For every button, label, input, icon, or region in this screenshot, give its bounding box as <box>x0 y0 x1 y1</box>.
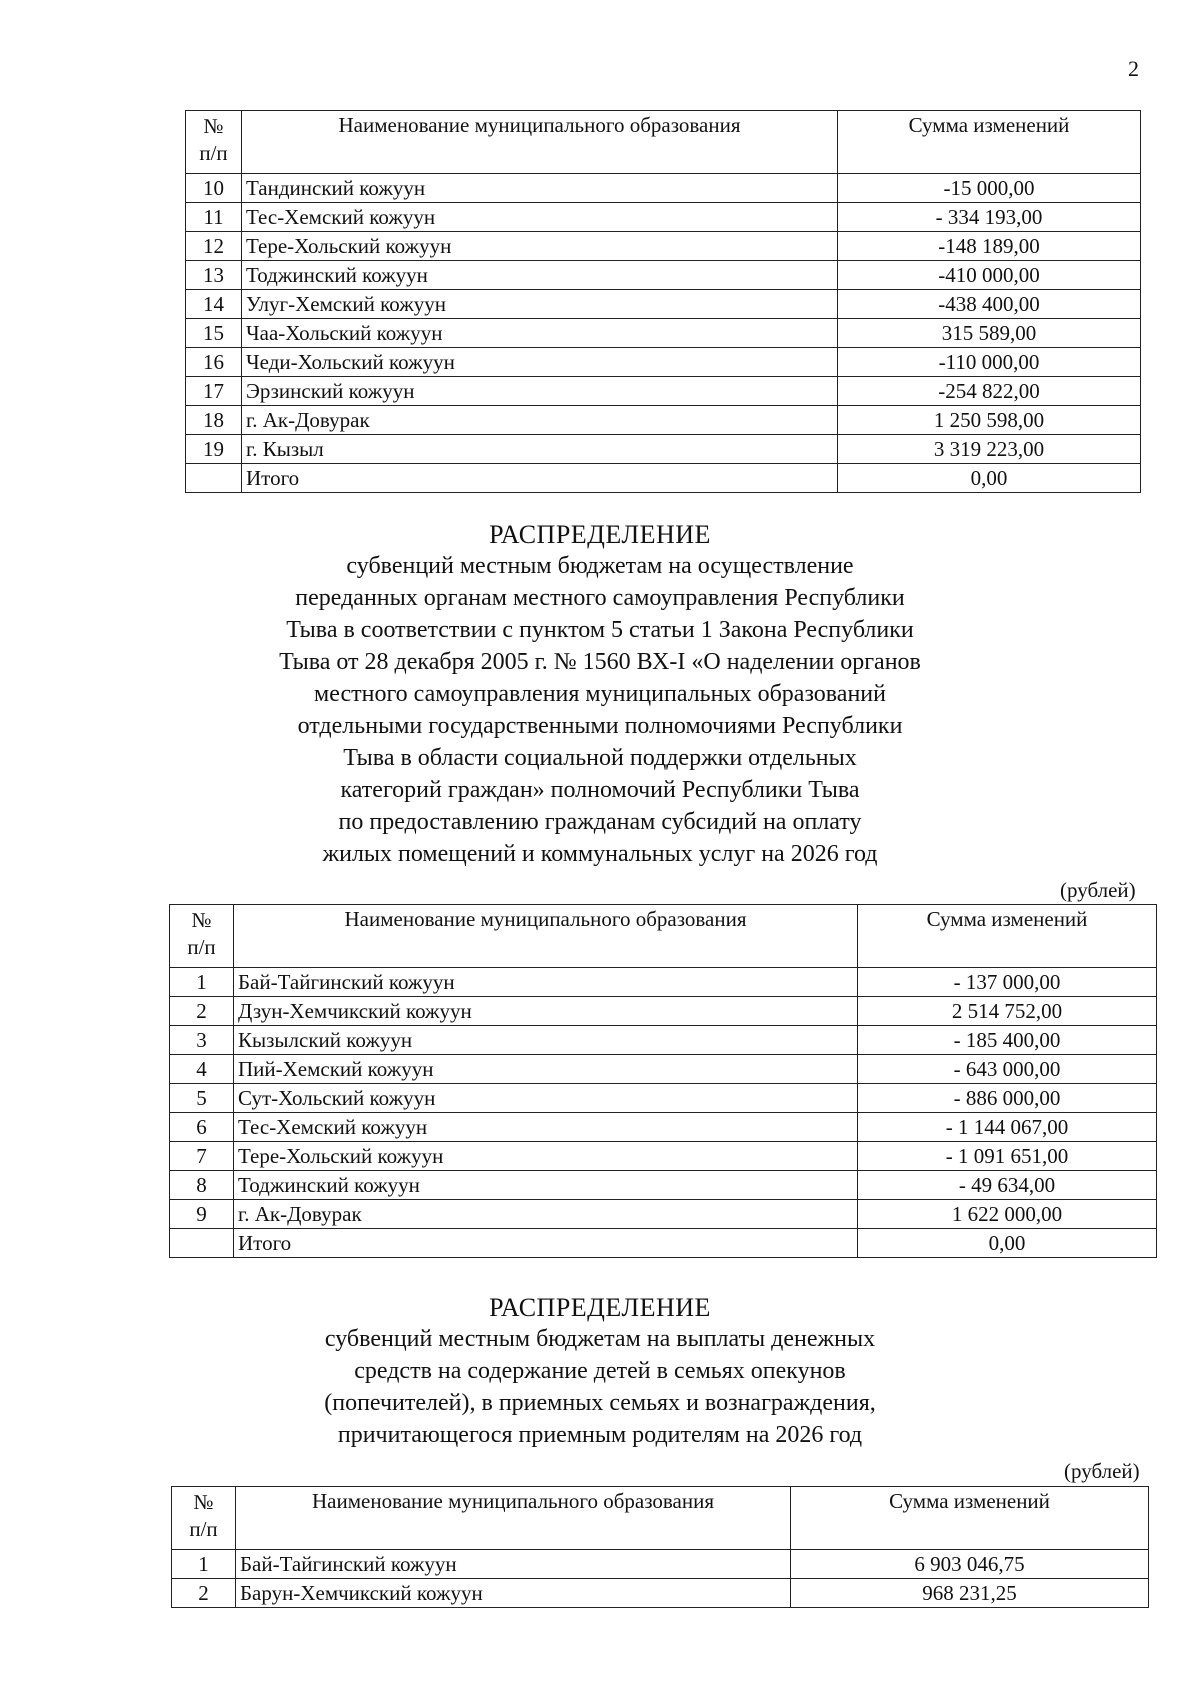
row-sum: 6 903 046,75 <box>791 1550 1149 1579</box>
row-sum: 3 319 223,00 <box>838 435 1141 464</box>
row-name: Тере-Хольский кожуун <box>242 232 838 261</box>
row-number: 13 <box>186 261 242 290</box>
row-number: 8 <box>170 1171 234 1200</box>
total-row <box>170 1229 1157 1258</box>
section-text-line: переданных органам местного самоуправления Республики <box>295 585 905 611</box>
row-name: Тоджинский кожуун <box>242 261 838 290</box>
section-text-line: отдельными государственными полномочиями Республики <box>297 713 903 739</box>
section-title: РАСПРЕДЕЛЕНИЕ <box>489 520 711 549</box>
municipal-table-1 <box>185 110 1141 493</box>
row-name: Барун-Хемчикский кожуун <box>236 1579 791 1608</box>
row-sum: - 643 000,00 <box>858 1055 1157 1084</box>
row-sum: -410 000,00 <box>838 261 1141 290</box>
row-number: 7 <box>170 1142 234 1171</box>
section-description <box>0 1323 1200 1451</box>
section-text-line: жилых помещений и коммунальных услуг на 2026 год <box>322 841 878 867</box>
table-row <box>186 406 1141 435</box>
table-body <box>170 968 1157 1229</box>
total-number-cell <box>186 464 242 493</box>
column-header-sum: Сумма изменений <box>838 111 1141 174</box>
table-row <box>186 232 1141 261</box>
section-description <box>0 550 1200 870</box>
row-name: Бай-Тайгинский кожуун <box>234 968 858 997</box>
row-sum: - 1 144 067,00 <box>858 1113 1157 1142</box>
table-row <box>186 203 1141 232</box>
row-number: 6 <box>170 1113 234 1142</box>
row-name: Бай-Тайгинский кожуун <box>236 1550 791 1579</box>
section-heading-housing-subsidies <box>0 520 1200 870</box>
table-row <box>186 319 1141 348</box>
column-header-name: Наименование муниципального образования <box>234 905 858 968</box>
row-sum: - 886 000,00 <box>858 1084 1157 1113</box>
column-header-name: Наименование муниципального образования <box>242 111 838 174</box>
row-number: 14 <box>186 290 242 319</box>
column-header-number: № п/п <box>172 1487 236 1550</box>
total-label: Итого <box>234 1229 858 1258</box>
row-number: 17 <box>186 377 242 406</box>
row-sum: -254 822,00 <box>838 377 1141 406</box>
row-number: 12 <box>186 232 242 261</box>
page-number: 2 <box>1128 56 1139 81</box>
column-header-sum: Сумма изменений <box>791 1487 1149 1550</box>
row-number: 16 <box>186 348 242 377</box>
section-text-line: местного самоуправления муниципальных образований <box>314 681 886 707</box>
row-number: 18 <box>186 406 242 435</box>
table-row <box>170 1171 1157 1200</box>
row-name: Тоджинский кожуун <box>234 1171 858 1200</box>
row-number: 11 <box>186 203 242 232</box>
row-name: Чеди-Хольский кожуун <box>242 348 838 377</box>
row-sum: 1 622 000,00 <box>858 1200 1157 1229</box>
table-row <box>170 1113 1157 1142</box>
column-header-name: Наименование муниципального образования <box>236 1487 791 1550</box>
section-text-line: по предоставлению гражданам субсидий на оплату <box>338 809 862 835</box>
row-sum: 2 514 752,00 <box>858 997 1157 1026</box>
table-row <box>172 1550 1149 1579</box>
row-sum: -438 400,00 <box>838 290 1141 319</box>
row-sum: - 334 193,00 <box>838 203 1141 232</box>
total-row <box>186 464 1141 493</box>
table-header-row <box>186 111 1141 174</box>
table-header-row <box>170 905 1157 968</box>
table-row <box>186 290 1141 319</box>
row-sum: - 137 000,00 <box>858 968 1157 997</box>
table-row <box>170 968 1157 997</box>
row-name: Сут-Хольский кожуун <box>234 1084 858 1113</box>
table-row <box>186 348 1141 377</box>
table-row <box>172 1579 1149 1608</box>
table-row <box>170 1142 1157 1171</box>
total-number-cell <box>170 1229 234 1258</box>
row-number: 3 <box>170 1026 234 1055</box>
row-number: 10 <box>186 174 242 203</box>
table-row <box>170 1084 1157 1113</box>
section-text-line: субвенций местным бюджетам на выплаты денежных <box>324 1326 876 1352</box>
table-row <box>186 261 1141 290</box>
units-label: (рублей) <box>1060 878 1136 902</box>
row-name: г. Кызыл <box>242 435 838 464</box>
section-heading-guardian-payments <box>0 1293 1200 1451</box>
table-row <box>170 1026 1157 1055</box>
municipal-table-2 <box>169 904 1157 1258</box>
section-text-line: средств на содержание детей в семьях опекунов <box>354 1358 846 1384</box>
table-row <box>186 174 1141 203</box>
municipal-table-3 <box>171 1486 1149 1608</box>
row-number: 1 <box>172 1550 236 1579</box>
section-text-line: причитающегося приемным родителям на 2026 год <box>337 1422 863 1448</box>
row-number: 15 <box>186 319 242 348</box>
table-row <box>170 1055 1157 1084</box>
table-body <box>172 1550 1149 1608</box>
row-name: Тере-Хольский кожуун <box>234 1142 858 1171</box>
row-number: 2 <box>172 1579 236 1608</box>
row-sum: 968 231,25 <box>791 1579 1149 1608</box>
row-name: г. Ак-Довурак <box>242 406 838 435</box>
table-row <box>170 1200 1157 1229</box>
row-name: Кызылский кожуун <box>234 1026 858 1055</box>
row-name: Эрзинский кожуун <box>242 377 838 406</box>
column-header-number: № п/п <box>186 111 242 174</box>
section-text-line: (попечителей), в приемных семьях и вознаграждения, <box>324 1390 876 1416</box>
row-name: Пий-Хемский кожуун <box>234 1055 858 1084</box>
row-number: 19 <box>186 435 242 464</box>
column-header-sum: Сумма изменений <box>858 905 1157 968</box>
row-number: 4 <box>170 1055 234 1084</box>
table-row <box>186 377 1141 406</box>
section-text-line: Тыва от 28 декабря 2005 г. № 1560 ВХ-I «О наделении органов <box>279 649 921 675</box>
table-body <box>186 174 1141 464</box>
row-name: Тандинский кожуун <box>242 174 838 203</box>
row-name: г. Ак-Довурак <box>234 1200 858 1229</box>
table-header-row <box>172 1487 1149 1550</box>
row-name: Дзун-Хемчикский кожуун <box>234 997 858 1026</box>
units-label: (рублей) <box>1064 1459 1140 1483</box>
section-text-line: Тыва в соответствии с пунктом 5 статьи 1 Закона Республики <box>286 617 914 643</box>
row-sum: -15 000,00 <box>838 174 1141 203</box>
row-sum: 1 250 598,00 <box>838 406 1141 435</box>
column-header-number: № п/п <box>170 905 234 968</box>
row-name: Тес-Хемский кожуун <box>234 1113 858 1142</box>
section-text-line: Тыва в области социальной поддержки отдельных <box>343 745 857 771</box>
row-name: Чаа-Хольский кожуун <box>242 319 838 348</box>
row-sum: - 49 634,00 <box>858 1171 1157 1200</box>
row-number: 9 <box>170 1200 234 1229</box>
total-label: Итого <box>242 464 838 493</box>
row-name: Улуг-Хемский кожуун <box>242 290 838 319</box>
section-text-line: категорий граждан» полномочий Республики Тыва <box>340 777 860 803</box>
section-title: РАСПРЕДЕЛЕНИЕ <box>489 1293 711 1322</box>
row-sum: 315 589,00 <box>838 319 1141 348</box>
row-sum: -110 000,00 <box>838 348 1141 377</box>
row-number: 5 <box>170 1084 234 1113</box>
row-sum: - 185 400,00 <box>858 1026 1157 1055</box>
row-sum: -148 189,00 <box>838 232 1141 261</box>
row-number: 2 <box>170 997 234 1026</box>
total-sum: 0,00 <box>838 464 1141 493</box>
table-row <box>186 435 1141 464</box>
row-sum: - 1 091 651,00 <box>858 1142 1157 1171</box>
row-number: 1 <box>170 968 234 997</box>
table-row <box>170 997 1157 1026</box>
section-text-line: субвенций местным бюджетам на осуществление <box>346 553 854 579</box>
total-sum: 0,00 <box>858 1229 1157 1258</box>
row-name: Тес-Хемский кожуун <box>242 203 838 232</box>
